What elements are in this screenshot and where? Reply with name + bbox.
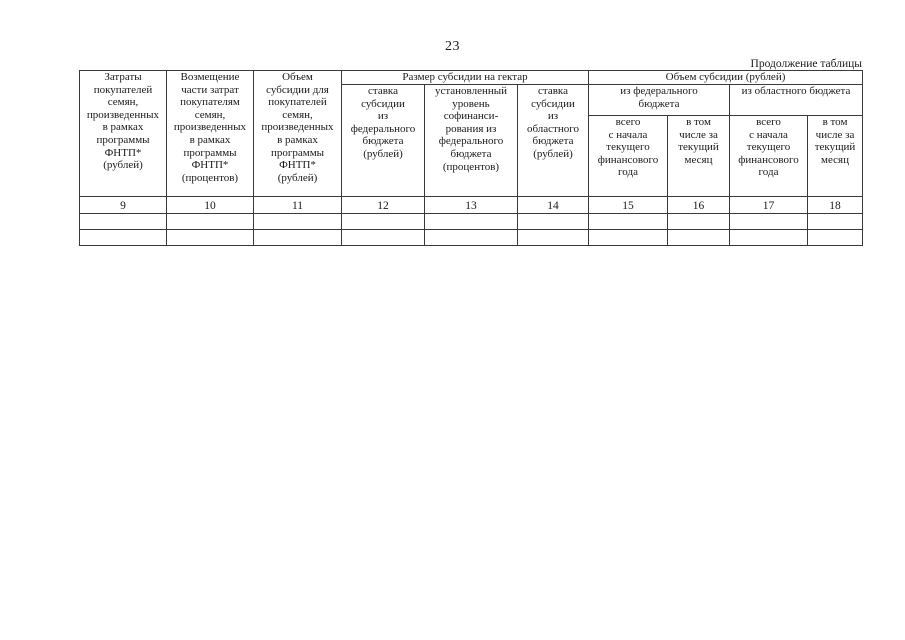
header-group-volume: Объем субсидии (рублей): [589, 71, 863, 85]
header-col-12: ставка субсидии из федерального бюджета (рублей): [342, 85, 425, 197]
table-row: [80, 214, 863, 230]
table-cell: [167, 214, 254, 230]
table-cell: [518, 214, 589, 230]
page-number: 23: [445, 39, 460, 54]
header-col-17: всего с начала текущего финансового года: [730, 116, 808, 197]
table-cell: [518, 230, 589, 246]
table-cell: [668, 214, 730, 230]
subsidy-table: [79, 70, 863, 246]
column-number: 17: [730, 197, 808, 214]
continuation-label: Продолжение таблицы: [750, 58, 862, 70]
header-col-11: Объем субсидии для покупателей семян, произведенных в рамках программы ФНТП* (рублей): [254, 71, 342, 197]
table-cell: [668, 230, 730, 246]
header-col-15: всего с начала текущего финансового года: [589, 116, 668, 197]
table-cell: [730, 230, 808, 246]
table-cell: [342, 230, 425, 246]
header-sub-regional: из областного бюджета: [730, 85, 863, 116]
table-row: [80, 230, 863, 246]
table-cell: [254, 214, 342, 230]
column-numbers-row: [80, 197, 863, 214]
column-number: 18: [808, 197, 863, 214]
column-number: 14: [518, 197, 589, 214]
header-col-10: Возмещение части затрат покупателям семян, произведенных в рамках программы ФНТП* (процентов): [167, 71, 254, 197]
header-col-14: ставка субсидии из областного бюджета (рублей): [518, 85, 589, 197]
table-cell: [808, 230, 863, 246]
table-cell: [80, 214, 167, 230]
column-number: 13: [425, 197, 518, 214]
column-number: 9: [80, 197, 167, 214]
column-number: 16: [668, 197, 730, 214]
header-sub-federal: из федерального бюджета: [589, 85, 730, 116]
table-cell: [425, 214, 518, 230]
column-number: 12: [342, 197, 425, 214]
header-col-16: в том числе за текущий месяц: [668, 116, 730, 197]
table-cell: [808, 214, 863, 230]
table-cell: [254, 230, 342, 246]
column-number: 11: [254, 197, 342, 214]
table-cell: [167, 230, 254, 246]
table-cell: [80, 230, 167, 246]
column-number: 10: [167, 197, 254, 214]
header-col-13: установленный уровень софинанси- рования из федерального бюджета (процентов): [425, 85, 518, 197]
header-col-18: в том числе за текущий месяц: [808, 116, 863, 197]
table-cell: [342, 214, 425, 230]
column-number: 15: [589, 197, 668, 214]
table-cell: [589, 214, 668, 230]
header-group-rate: Размер субсидии на гектар: [342, 71, 589, 85]
table-cell: [730, 214, 808, 230]
table-cell: [589, 230, 668, 246]
header-col-9: Затраты покупателей семян, произведенных в рамках программы ФНТП* (рублей): [80, 71, 167, 197]
table-cell: [425, 230, 518, 246]
